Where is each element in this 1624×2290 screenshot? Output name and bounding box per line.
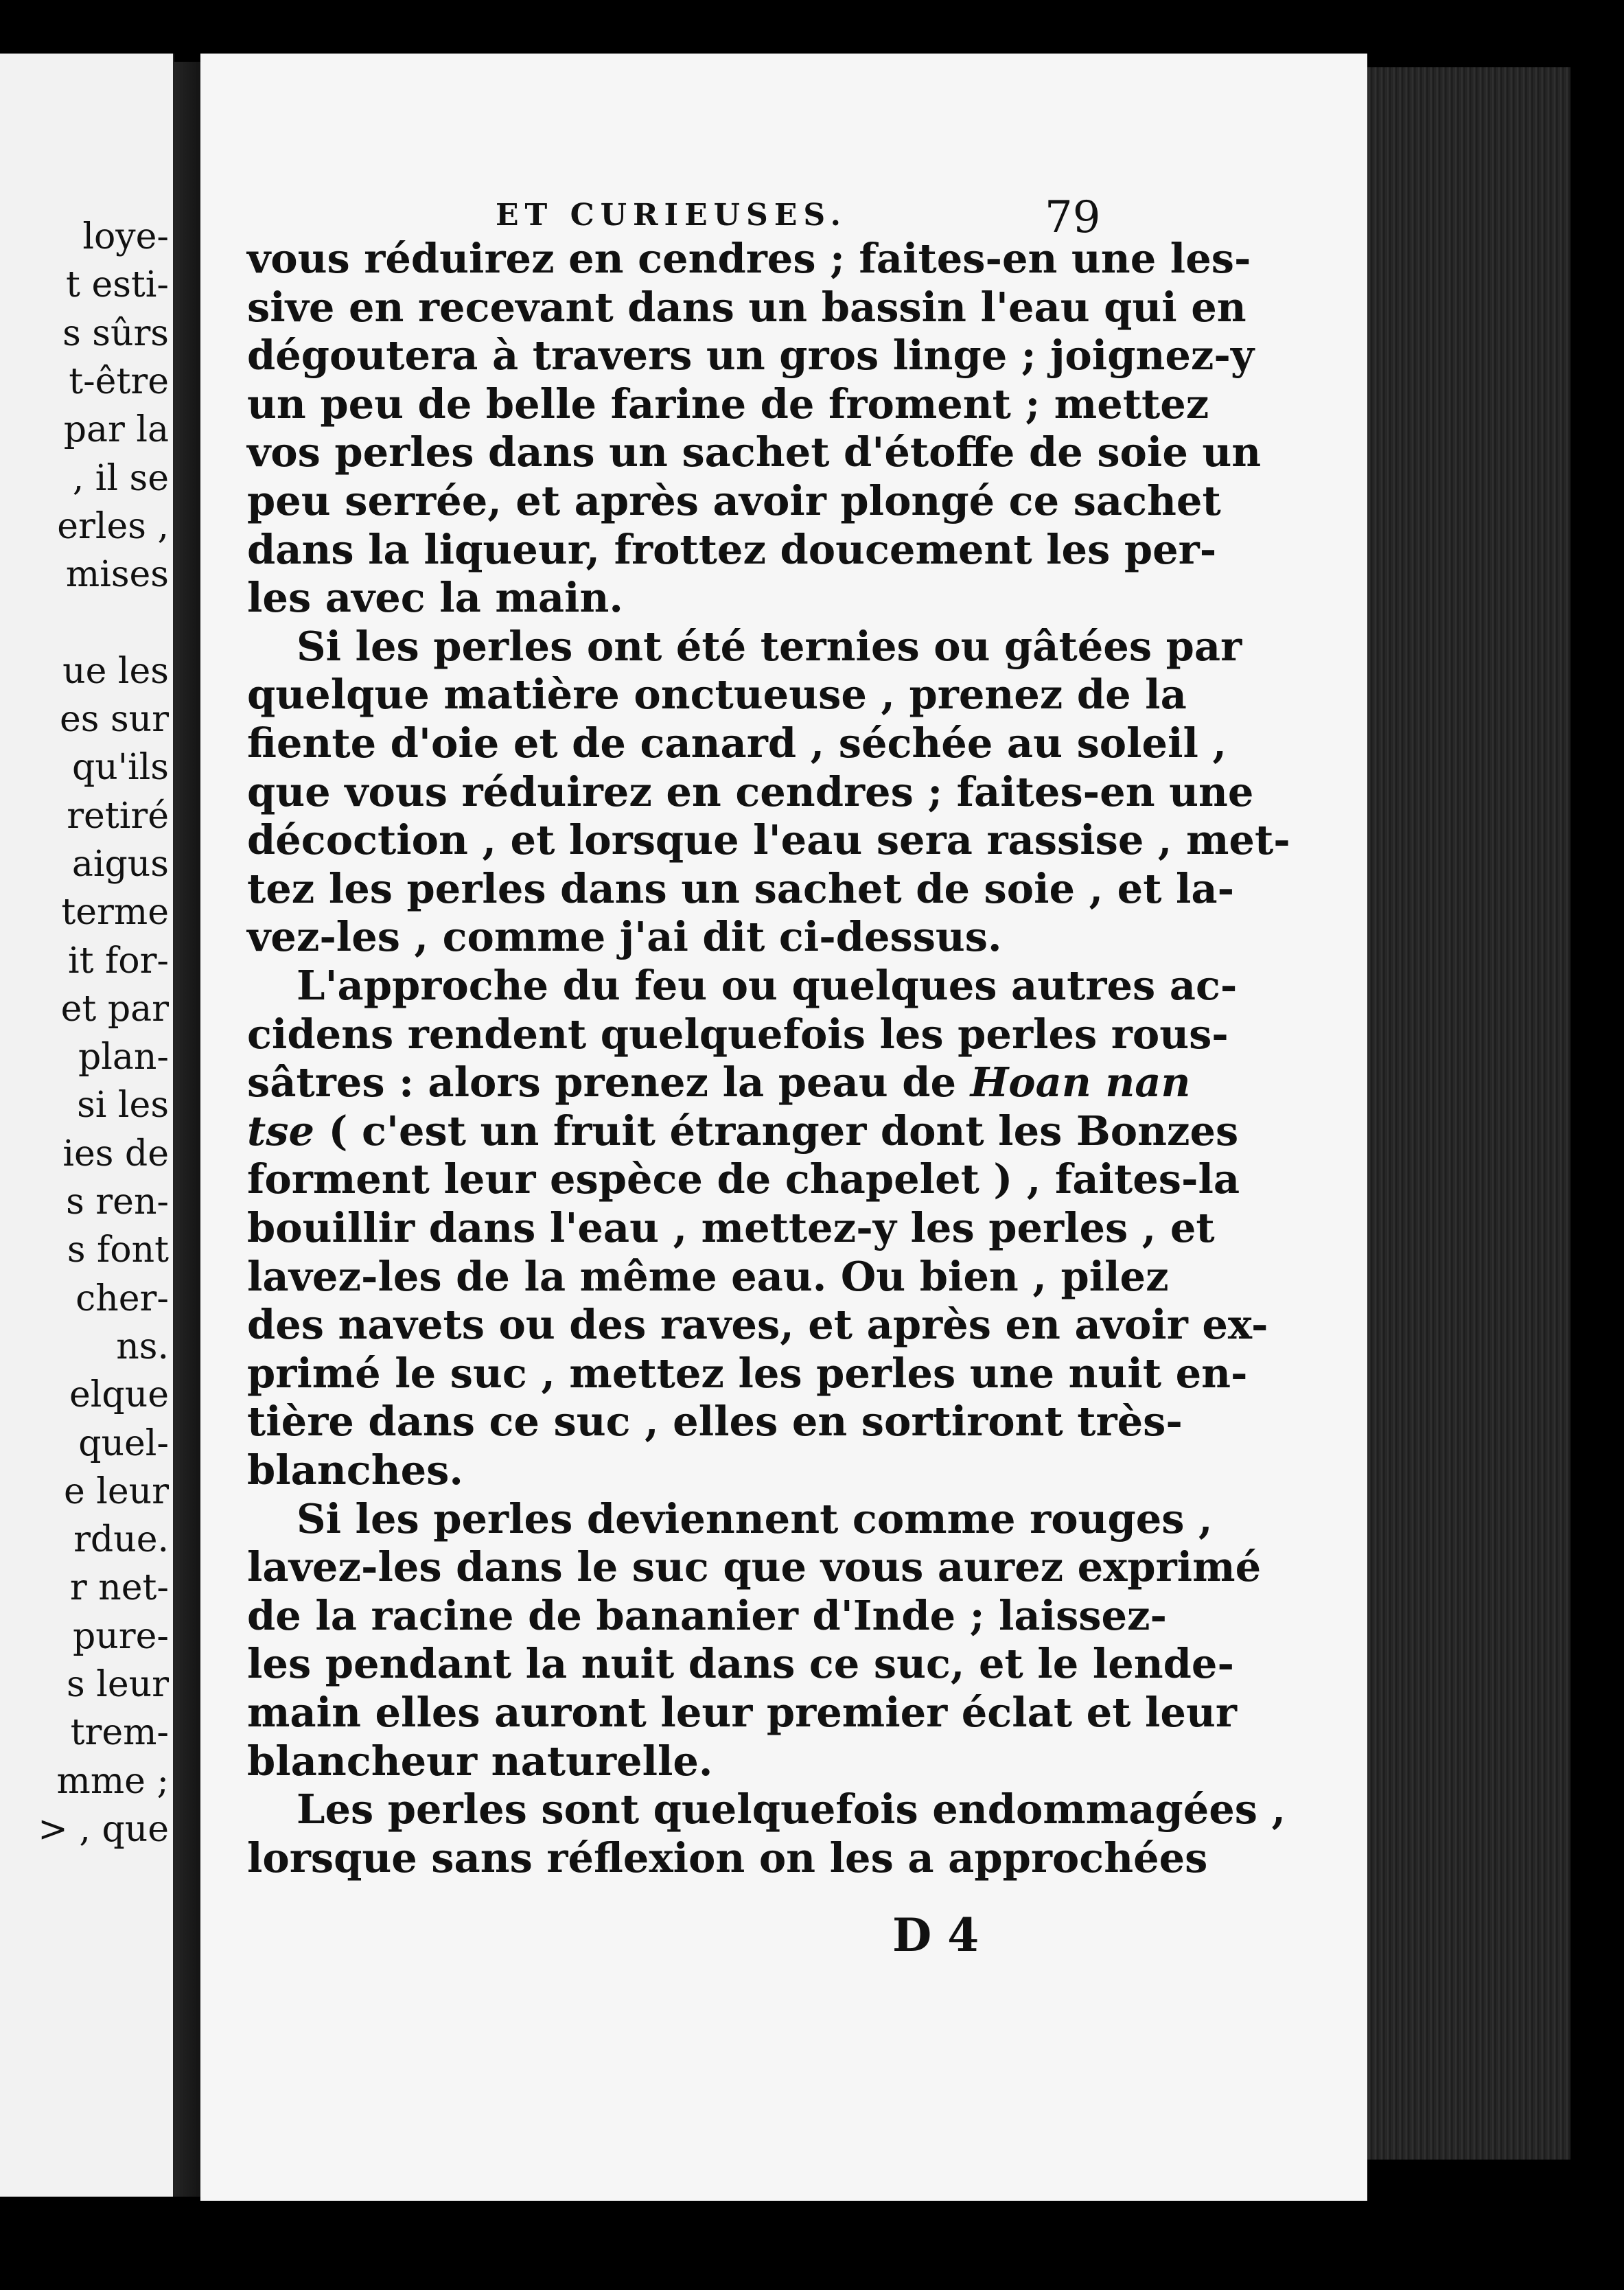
- left-page-line: es sur: [59, 699, 169, 740]
- text-line: primé le suc , mettez les perles une nuit en-: [247, 1349, 1248, 1397]
- left-page-line: rdue.: [73, 1519, 169, 1561]
- page-number: 79: [1045, 192, 1101, 243]
- text-line: tse ( c'est un fruit étranger dont les Bonzes: [247, 1107, 1239, 1155]
- left-page-line: loye-: [82, 216, 169, 257]
- left-page-fragment: [0, 54, 174, 2197]
- text-line: blancheur naturelle.: [247, 1737, 713, 1785]
- text-line: des navets ou des raves, et après en avoir ex-: [247, 1301, 1268, 1349]
- text-line: les avec la main.: [247, 574, 623, 622]
- text-line: lorsque sans réflexion on les a approchées: [247, 1834, 1208, 1882]
- running-header: ET CURIEUSES.: [496, 198, 847, 233]
- text-line: de la racine de bananier d'Inde ; laissez-: [247, 1591, 1168, 1639]
- left-page-line: aigus: [71, 843, 169, 885]
- text-line: cidens rendent quelquefois les perles rous-: [247, 1010, 1229, 1058]
- book-page-edges: [1367, 67, 1570, 2160]
- left-page-line: s ren-: [66, 1181, 169, 1223]
- left-page-line: par la: [63, 409, 169, 451]
- text-line: L'approche du feu ou quelques autres ac-: [297, 962, 1238, 1009]
- text-line: bouillir dans l'eau , mettez-y les perles , et: [247, 1204, 1215, 1251]
- text-line: dans la liqueur, frottez doucement les per-: [247, 525, 1217, 573]
- left-page-line: retiré: [67, 795, 169, 837]
- text-line: Si les perles deviennent comme rouges ,: [297, 1494, 1213, 1542]
- text-line: vos perles dans un sachet d'étoffe de soie un: [247, 428, 1262, 476]
- left-page-line: s font: [67, 1229, 169, 1271]
- left-page-line: , il se: [72, 457, 169, 499]
- left-page-line: et par: [60, 988, 169, 1030]
- left-page-line: ies de: [62, 1133, 169, 1175]
- left-page-line: t esti-: [66, 264, 169, 306]
- text-line: décoction , et lorsque l'eau sera rassise , met-: [247, 816, 1290, 864]
- left-page-line: trem-: [70, 1712, 169, 1754]
- left-page-line: quel-: [78, 1422, 169, 1464]
- left-page-line: mme ;: [56, 1760, 169, 1802]
- left-page-line: r net-: [69, 1567, 169, 1609]
- left-page-line: ns.: [116, 1326, 169, 1367]
- left-page-line: it for-: [67, 940, 169, 982]
- text-line: lavez-les dans le suc que vous aurez exprimé: [247, 1543, 1262, 1591]
- text-line: dégoutera à travers un gros linge ; joignez-y: [247, 332, 1255, 380]
- text-line: Les perles sont quelquefois endommagées ,: [297, 1785, 1286, 1834]
- left-page-line: s sûrs: [62, 312, 169, 354]
- signature-mark: D 4: [892, 1908, 979, 1962]
- text-line: fiente d'oie et de canard , séchée au soleil ,: [247, 719, 1227, 767]
- text-line: blanches.: [247, 1446, 463, 1494]
- text-line: les pendant la nuit dans ce suc, et le lende-: [247, 1640, 1234, 1688]
- text-line: que vous réduirez en cendres ; faites-en une: [247, 767, 1254, 816]
- left-page-line: mises: [65, 554, 169, 596]
- left-page-line: > , que: [38, 1808, 169, 1850]
- text-line: sive en recevant dans un bassin l'eau qui en: [247, 283, 1246, 331]
- text-line: Si les perles ont été ternies ou gâtées par: [297, 622, 1242, 670]
- left-page-line: elque: [69, 1374, 169, 1416]
- left-page-line: qu'ils: [71, 747, 169, 789]
- left-page-line: terme: [61, 892, 169, 934]
- text-line: quelque matière onctueuse , prenez de la: [247, 671, 1187, 719]
- left-page-line: cher-: [76, 1277, 169, 1319]
- left-page-line: si les: [77, 1085, 169, 1126]
- text-line: tière dans ce suc , elles en sortiront très-: [247, 1398, 1183, 1446]
- left-page-line: pure-: [73, 1615, 169, 1657]
- left-page-line: plan-: [78, 1037, 169, 1078]
- text-line: lavez-les de la même eau. Ou bien , pilez: [247, 1252, 1169, 1300]
- text-line: peu serrée, et après avoir plongé ce sachet: [247, 477, 1221, 524]
- left-page-line: erles ,: [57, 505, 169, 547]
- text-line: vez-les , comme j'ai dit ci-dessus.: [247, 913, 1002, 961]
- text-line: forment leur espèce de chapelet ) , faites-la: [247, 1155, 1240, 1203]
- text-line: un peu de belle farine de froment ; mettez: [247, 380, 1209, 428]
- left-page-line: s leur: [67, 1664, 169, 1705]
- text-line: tez les perles dans un sachet de soie , et la-: [247, 864, 1235, 912]
- text-line: sâtres : alors prenez la peau de Hoan nan: [247, 1059, 1191, 1107]
- text-line: main elles auront leur premier éclat et leur: [247, 1689, 1237, 1736]
- left-page-line: e leur: [63, 1470, 169, 1512]
- left-page-line: t-être: [69, 360, 169, 402]
- text-line: vous réduirez en cendres ; faites-en une les-: [247, 235, 1251, 282]
- left-page-line: ue les: [62, 650, 169, 692]
